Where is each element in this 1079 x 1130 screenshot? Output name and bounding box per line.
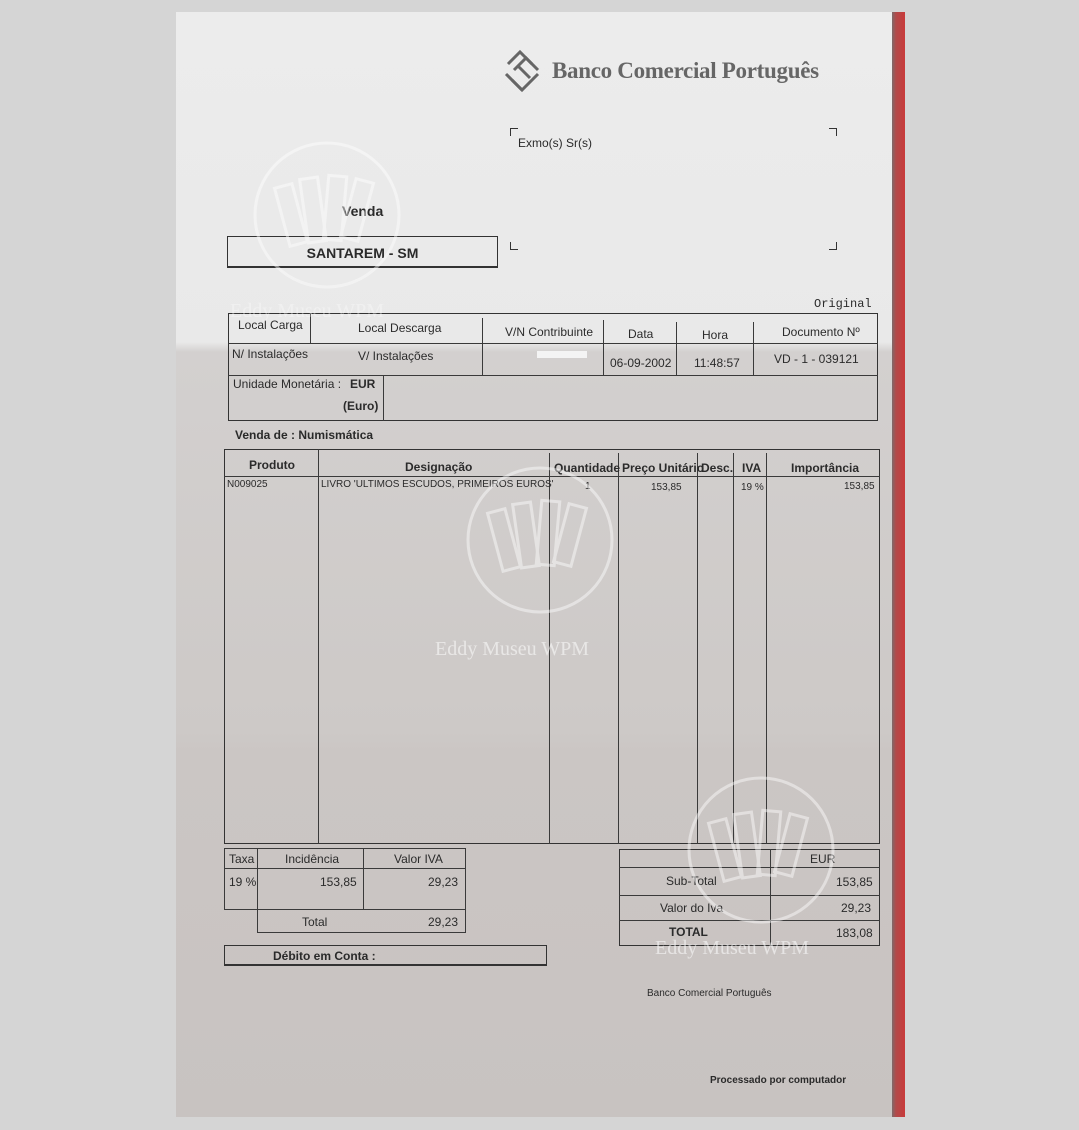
hdr-importancia: Importância bbox=[791, 461, 860, 475]
watermark-text: Eddy Museu WPM bbox=[435, 638, 590, 660]
unidade-label: Unidade Monetária : bbox=[233, 377, 342, 391]
header-divider-2 bbox=[228, 375, 878, 376]
summary-currency: EUR bbox=[810, 852, 836, 866]
address-corner-tl bbox=[510, 128, 518, 136]
vat-line bbox=[257, 848, 258, 933]
vat-hdr-incidencia: Incidência bbox=[285, 852, 340, 866]
vat-total-value: 29,23 bbox=[428, 915, 459, 929]
hdr-produto: Produto bbox=[249, 458, 295, 472]
col-sep bbox=[383, 375, 384, 421]
hdr-contribuinte: V/N Contribuinte bbox=[505, 325, 594, 339]
summary-total-label: TOTAL bbox=[669, 925, 708, 939]
bank-logo-icon bbox=[502, 46, 550, 96]
val-data: 06-09-2002 bbox=[610, 356, 672, 370]
val-documento: VD - 1 - 039121 bbox=[774, 352, 859, 366]
hdr-desc: Desc. bbox=[701, 461, 734, 475]
addressee-label: Exmo(s) Sr(s) bbox=[518, 136, 592, 150]
address-corner-tr bbox=[829, 128, 837, 136]
debit-label: Débito em Conta : bbox=[273, 949, 376, 963]
bank-logo bbox=[502, 46, 842, 96]
address-corner-bl bbox=[510, 242, 518, 250]
val-hora: 11:48:57 bbox=[694, 356, 740, 370]
header-divider bbox=[228, 343, 878, 344]
currency-name: (Euro) bbox=[343, 399, 379, 413]
row-preco: 153,85 bbox=[651, 482, 682, 493]
branch-name: SANTAREM - SM bbox=[306, 245, 419, 261]
watermark-seal-icon bbox=[252, 140, 402, 290]
row-designacao: LIVRO 'ULTIMOS ESCUDOS, PRIMEIROS EUROS' bbox=[321, 479, 554, 490]
vat-hdr-taxa: Taxa bbox=[229, 852, 255, 866]
row-produto: N009025 bbox=[227, 479, 268, 490]
processed-label: Processado por computador bbox=[710, 1075, 847, 1086]
vat-line bbox=[257, 932, 465, 933]
summary-vat: 29,23 bbox=[841, 901, 872, 915]
col-sep bbox=[753, 322, 754, 375]
address-corner-br bbox=[829, 242, 837, 250]
summary-total: 183,08 bbox=[836, 926, 873, 940]
hdr-preco: Preço Unitário bbox=[622, 461, 705, 475]
hdr-designacao: Designação bbox=[405, 460, 473, 474]
watermark-text: Eddy Museu WPM bbox=[655, 937, 810, 959]
vat-line bbox=[363, 848, 364, 909]
row-iva: 19 % bbox=[741, 482, 764, 493]
col-sep bbox=[618, 453, 619, 844]
vat-line bbox=[224, 848, 225, 910]
row-quantidade: 1 bbox=[585, 481, 591, 492]
vat-line bbox=[224, 868, 465, 869]
val-local-carga: N/ Instalações bbox=[232, 347, 309, 361]
summary-vat-label: Valor do Iva bbox=[660, 901, 724, 915]
hdr-local-descarga: Local Descarga bbox=[358, 321, 442, 335]
col-sep bbox=[318, 449, 319, 844]
summary-subtotal-label: Sub-Total bbox=[666, 874, 717, 888]
summary-subtotal: 153,85 bbox=[836, 875, 873, 889]
vat-total-label: Total bbox=[302, 915, 328, 929]
col-sep bbox=[482, 318, 483, 375]
red-edge-strip bbox=[892, 12, 905, 1117]
col-sep bbox=[676, 322, 677, 375]
col-sep bbox=[603, 320, 604, 375]
redacted-contribuinte bbox=[537, 351, 587, 358]
vat-incidencia: 153,85 bbox=[320, 875, 357, 889]
hdr-local-carga: Local Carga bbox=[238, 318, 303, 332]
debit-box bbox=[224, 945, 547, 966]
hdr-documento: Documento Nº bbox=[782, 325, 860, 339]
copy-label: Original bbox=[814, 297, 872, 311]
vat-line bbox=[224, 848, 465, 849]
vat-line bbox=[224, 909, 465, 910]
vat-hdr-valor: Valor IVA bbox=[394, 852, 443, 866]
hdr-hora: Hora bbox=[702, 328, 729, 342]
sale-title: Venda bbox=[342, 203, 384, 219]
watermark-text: Eddy Museu WPM bbox=[230, 300, 385, 322]
vat-taxa: 19 % bbox=[229, 875, 257, 889]
vat-valor: 29,23 bbox=[428, 875, 459, 889]
hdr-data: Data bbox=[628, 327, 654, 341]
bank-name: Banco Comercial Português bbox=[552, 58, 819, 83]
watermark-seal-icon bbox=[465, 465, 615, 615]
watermark-seal-icon bbox=[686, 775, 836, 925]
footer-bank: Banco Comercial Português bbox=[647, 988, 772, 999]
sale-of: Venda de : Numismática bbox=[235, 428, 374, 442]
hdr-iva: IVA bbox=[742, 461, 762, 475]
row-importancia: 153,85 bbox=[844, 481, 875, 492]
val-local-descarga: V/ Instalações bbox=[358, 349, 434, 363]
currency-code: EUR bbox=[350, 377, 376, 391]
hdr-quantidade: Quantidade bbox=[554, 461, 621, 475]
vat-line bbox=[465, 848, 466, 933]
